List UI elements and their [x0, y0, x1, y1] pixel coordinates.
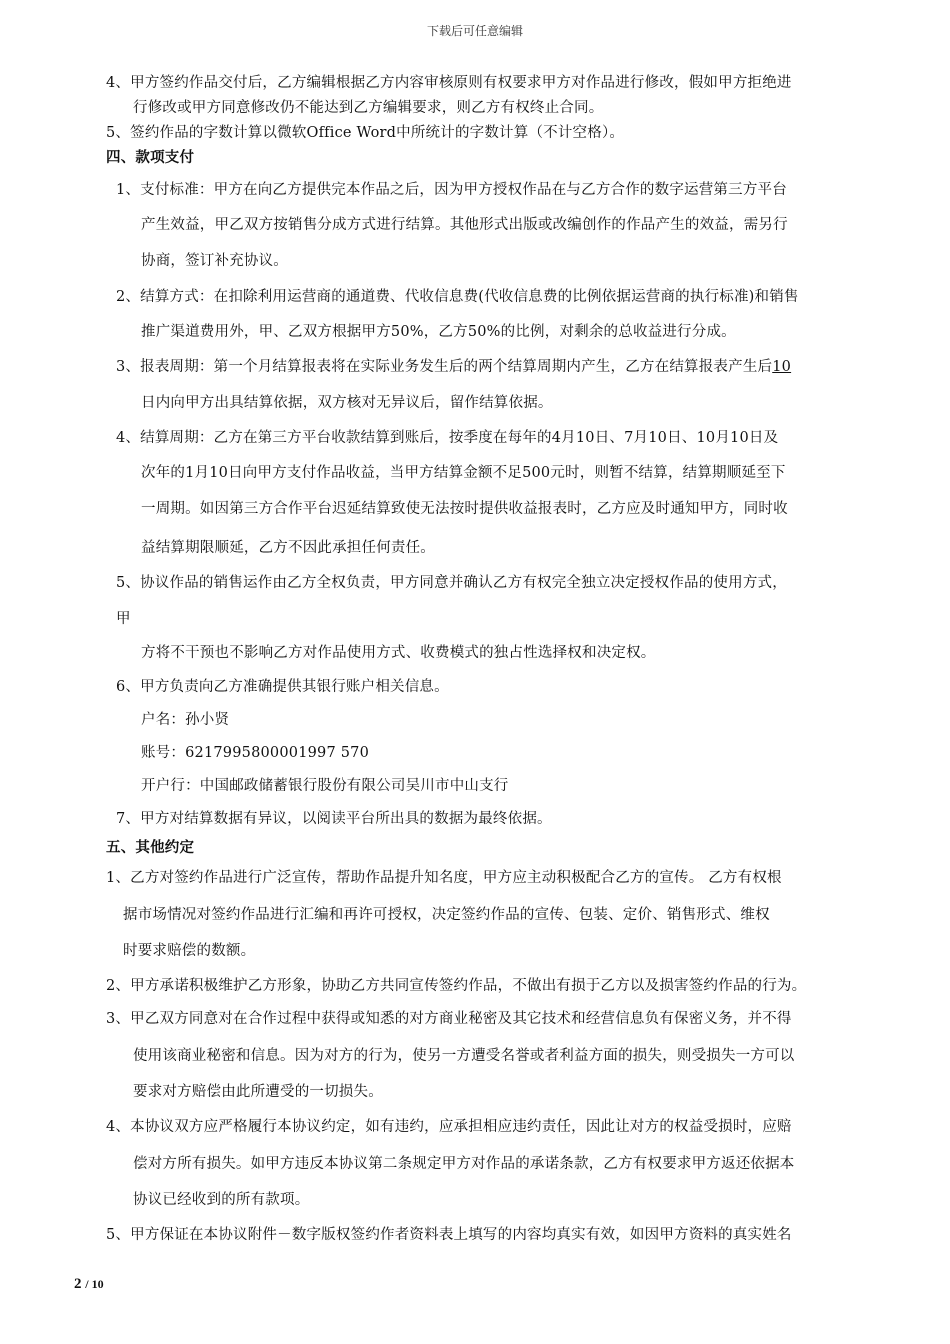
clause-4-2-line2: 推广渠道费用外，甲、乙双方根据甲方50%，乙方50%的比例，对剩余的总收益进行分成。 [141, 324, 736, 340]
clause-5-2: 2、甲方承诺积极维护乙方形象，协助乙方共同宣传签约作品，不做出有损于乙方以及损害签约作品的行为。 [106, 978, 807, 994]
clause-4-4-line1: 4、结算周期：乙方在第三方平台收款结算到账后，按季度在每年的4月10日、7月10日、10月10日及 [116, 430, 779, 446]
clause-5-3-line2: 使用该商业秘密和信息。因为对方的行为，使另一方遭受名誉或者利益方面的损失，则受损失一方可以 [133, 1048, 795, 1064]
page-total: / 10 [85, 1277, 104, 1291]
clause-4-6: 6、甲方负责向乙方准确提供其银行账户相关信息。 [116, 679, 449, 695]
bank-name: 开户行：中国邮政储蓄银行股份有限公司吴川市中山支行 [141, 778, 509, 794]
clause-4-3-line1 [116, 355, 791, 376]
clause-4-3-days: 10 [772, 359, 792, 375]
clause-4-5-line1: 5、协议作品的销售运作由乙方全权负责，甲方同意并确认乙方有权完全独立决定授权作品的使用方式， [116, 575, 787, 591]
clause-3-4-line2: 行修改或甲方同意修改仍不能达到乙方编辑要求，则乙方有权终止合同。 [133, 100, 604, 116]
section-4-heading: 四、款项支付 [106, 149, 195, 166]
clause-4-5-line3: 方将不干预也不影响乙方对作品使用方式、收费模式的独占性选择权和决定权。 [141, 645, 656, 661]
clause-5-1-line1: 1、乙方对签约作品进行广泛宣传，帮助作品提升知名度，甲方应主动积极配合乙方的宣传。 乙方有权根 [106, 870, 782, 886]
clause-3-4-line1: 4、甲方签约作品交付后，乙方编辑根据乙方内容审核原则有权要求甲方对作品进行修改，假如甲方拒绝进 [106, 75, 792, 91]
clause-5-5-line1: 5、甲方保证在本协议附件－数字版权签约作者资料表上填写的内容均真实有效，如因甲方资料的真实姓名 [106, 1227, 792, 1243]
clause-4-4-line4: 益结算期限顺延，乙方不因此承担任何责任。 [141, 540, 435, 556]
section-5-heading: 五、其他约定 [106, 839, 195, 856]
clause-5-4-line1: 4、本协议双方应严格履行本协议约定，如有违约，应承担相应违约责任，因此让对方的权益受损时，应赔 [106, 1119, 792, 1135]
clause-4-3-line2: 日内向甲方出具结算依据，双方核对无异议后，留作结算依据。 [141, 395, 553, 411]
clause-5-3-line1: 3、甲乙双方同意对在合作过程中获得或知悉的对方商业秘密及其它技术和经营信息负有保密义务，并不得 [106, 1011, 792, 1027]
clause-4-1-line1: 1、支付标准：甲方在向乙方提供完本作品之后，因为甲方授权作品在与乙方合作的数字运营第三方平台 [116, 182, 787, 198]
clause-4-4-line2: 次年的1月10日向甲方支付作品收益，当甲方结算金额不足500元时，则暂不结算，结算期顺延至下 [141, 465, 786, 481]
account-name: 户名：孙小贤 [141, 712, 230, 728]
clause-4-1-line3: 协商，签订补充协议。 [141, 253, 288, 269]
clause-4-5-line2: 甲 [116, 611, 131, 627]
clause-5-1-line2: 据市场情况对签约作品进行汇编和再许可授权，决定签约作品的宣传、包装、定价、销售形式、维权 [123, 907, 770, 923]
page-current: 2 [74, 1276, 82, 1292]
clause-5-1-line3: 时要求赔偿的数额。 [123, 943, 256, 959]
account-number: 账号：6217995800001997 570 [141, 745, 369, 761]
clause-4-1-line2: 产生效益，甲乙双方按销售分成方式进行结算。其他形式出版或改编创作的作品产生的效益，需另行 [141, 217, 788, 233]
clause-5-4-line2: 偿对方所有损失。如甲方违反本协议第二条规定甲方对作品的承诺条款，乙方有权要求甲方返还依据本 [133, 1156, 795, 1172]
clause-4-3-text: 3、报表周期：第一个月结算报表将在实际业务发生后的两个结算周期内产生，乙方在结算报表产生后 [116, 359, 773, 375]
clause-5-3-line3: 要求对方赔偿由此所遭受的一切损失。 [133, 1084, 383, 1100]
page-number [74, 1276, 104, 1293]
page-header: 下载后可任意编辑 [426, 24, 523, 38]
clause-3-5: 5、签约作品的字数计算以微软Office Word中所统计的字数计算（不计空格）。 [106, 125, 625, 141]
clause-4-7: 7、甲方对结算数据有异议，以阅读平台所出具的数据为最终依据。 [116, 811, 552, 827]
clause-5-4-line3: 协议已经收到的所有款项。 [133, 1192, 310, 1208]
clause-4-4-line3: 一周期。如因第三方合作平台迟延结算致使无法按时提供收益报表时，乙方应及时通知甲方，同时收 [141, 501, 788, 517]
clause-4-2-line1: 2、结算方式：在扣除利用运营商的通道费、代收信息费(代收信息费的比例依据运营商的执行标准)和销售 [116, 289, 799, 305]
